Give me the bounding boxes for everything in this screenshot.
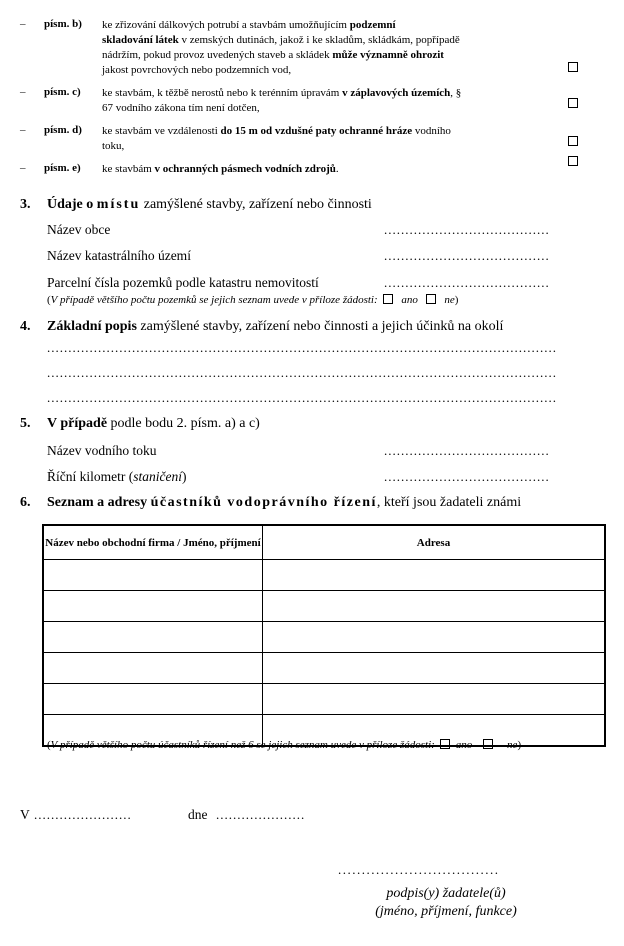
note6-ne-checkbox[interactable] bbox=[483, 739, 493, 749]
pism-c-text: ke stavbám, k těžbě nerostů nebo k terénním úpravám v záplavových územích, § 67 vodního zákona tím není dotčen, bbox=[102, 87, 462, 114]
section-4-heading: Základní popis zamýšlené stavby, zařízení nebo činnosti a jejich účinků na okolí bbox=[47, 319, 504, 334]
field-label-ricni-km: Říční kilometr (staničení) bbox=[47, 469, 187, 484]
signature-subcaption: (jméno, příjmení, funkce) bbox=[375, 904, 517, 919]
field-vodni-tok-dots[interactable]: ....................................... bbox=[384, 443, 550, 458]
pism-e-label: písm. e) bbox=[44, 162, 81, 174]
table-row bbox=[43, 560, 605, 591]
place-label: V bbox=[20, 807, 30, 822]
field-ricni-km-dots[interactable]: ....................................... bbox=[384, 469, 550, 484]
cell-address[interactable] bbox=[263, 622, 606, 653]
pism-b-checkbox[interactable] bbox=[568, 62, 578, 72]
table-row bbox=[43, 622, 605, 653]
signature-line[interactable]: .................................. bbox=[338, 862, 500, 877]
pism-d-checkbox[interactable] bbox=[568, 136, 578, 146]
cell-address[interactable] bbox=[263, 653, 606, 684]
field-label-katastr: Název katastrálního území bbox=[47, 248, 191, 263]
bullet-dash: – bbox=[20, 86, 26, 98]
pism-b-label: písm. b) bbox=[44, 18, 82, 30]
section-5-number: 5. bbox=[20, 416, 31, 431]
cell-name[interactable] bbox=[43, 684, 263, 715]
note3-ano-checkbox[interactable] bbox=[383, 294, 393, 304]
cell-address[interactable] bbox=[263, 591, 606, 622]
section-3-heading: Údaje o místu zamýšlené stavby, zařízení nebo činnosti bbox=[47, 197, 372, 212]
description-line-2[interactable]: ........................................................................................................................ bbox=[47, 365, 557, 380]
pism-c-label: písm. c) bbox=[44, 86, 81, 98]
pism-e-text: ke stavbám v ochranných pásmech vodních zdrojů. bbox=[102, 163, 339, 175]
cell-name[interactable] bbox=[43, 591, 263, 622]
pism-b-text: ke zřizování dálkových potrubí a stavbám umožňujícím podzemní skladování látek v zemských dutinách, jakož i ke skladům, skládkám, popřípadě nádržím, pokud provoz uvedených staveb a skládek může významně ohrozit jakost povrchových nebo podzemních vod, bbox=[102, 19, 460, 76]
note3-ne-checkbox[interactable] bbox=[426, 294, 436, 304]
field-label-obec: Název obce bbox=[47, 222, 111, 237]
place-dots[interactable]: ....................... bbox=[34, 807, 132, 822]
bullet-dash: – bbox=[20, 18, 26, 30]
date-label: dne bbox=[188, 807, 208, 822]
section-4-number: 4. bbox=[20, 319, 31, 334]
note6-ano-checkbox[interactable] bbox=[440, 739, 450, 749]
bullet-dash: – bbox=[20, 124, 26, 136]
signature-caption: podpis(y) žadatele(ů) bbox=[386, 886, 506, 901]
cell-name[interactable] bbox=[43, 622, 263, 653]
participants-table bbox=[42, 524, 606, 747]
date-dots[interactable]: ..................... bbox=[216, 807, 306, 822]
section-3-number: 3. bbox=[20, 197, 31, 212]
description-line-1[interactable]: ........................................................................................................................ bbox=[47, 340, 557, 355]
field-katastr-dots[interactable]: ....................................... bbox=[384, 248, 550, 263]
field-obec-dots[interactable]: ....................................... bbox=[384, 222, 550, 237]
section-5-heading: V případě podle bodu 2. písm. a) a c) bbox=[47, 416, 260, 431]
col-header-address: Adresa bbox=[263, 525, 606, 560]
table-row bbox=[43, 684, 605, 715]
section-6-heading: Seznam a adresy účastníků vodoprávního řízení, kteří jsou žadateli známi bbox=[47, 495, 522, 510]
field-label-vodni-tok: Název vodního toku bbox=[47, 443, 157, 458]
cell-address[interactable] bbox=[263, 560, 606, 591]
pism-d-text: ke stavbám ve vzdálenosti do 15 m od vzdušné paty ochranné hráze vodního toku, bbox=[102, 125, 451, 152]
cell-name[interactable] bbox=[43, 560, 263, 591]
section-6-note: (V případě většího počtu účastníků řízení než 6 se jejich seznam uvede v příloze žádosti: ano ne) bbox=[47, 739, 522, 751]
cell-address[interactable] bbox=[263, 684, 606, 715]
col-header-name: Název nebo obchodní firma / Jméno, příjmení bbox=[43, 525, 263, 560]
pism-d-label: písm. d) bbox=[44, 124, 82, 136]
description-line-3[interactable]: ........................................................................................................................ bbox=[47, 390, 557, 405]
bullet-dash: – bbox=[20, 162, 26, 174]
field-parcely-dots[interactable]: ....................................... bbox=[384, 275, 550, 290]
section-6-number: 6. bbox=[20, 495, 31, 510]
cell-name[interactable] bbox=[43, 653, 263, 684]
pism-c-checkbox[interactable] bbox=[568, 98, 578, 108]
table-header-row bbox=[43, 525, 605, 560]
pism-e-checkbox[interactable] bbox=[568, 156, 578, 166]
table-row bbox=[43, 591, 605, 622]
section-3-note: (V případě většího počtu pozemků se jejich seznam uvede v příloze žádosti: ano ne) bbox=[47, 294, 459, 306]
field-label-parcely: Parcelní čísla pozemků podle katastru nemovitostí bbox=[47, 275, 319, 290]
table-row bbox=[43, 653, 605, 684]
